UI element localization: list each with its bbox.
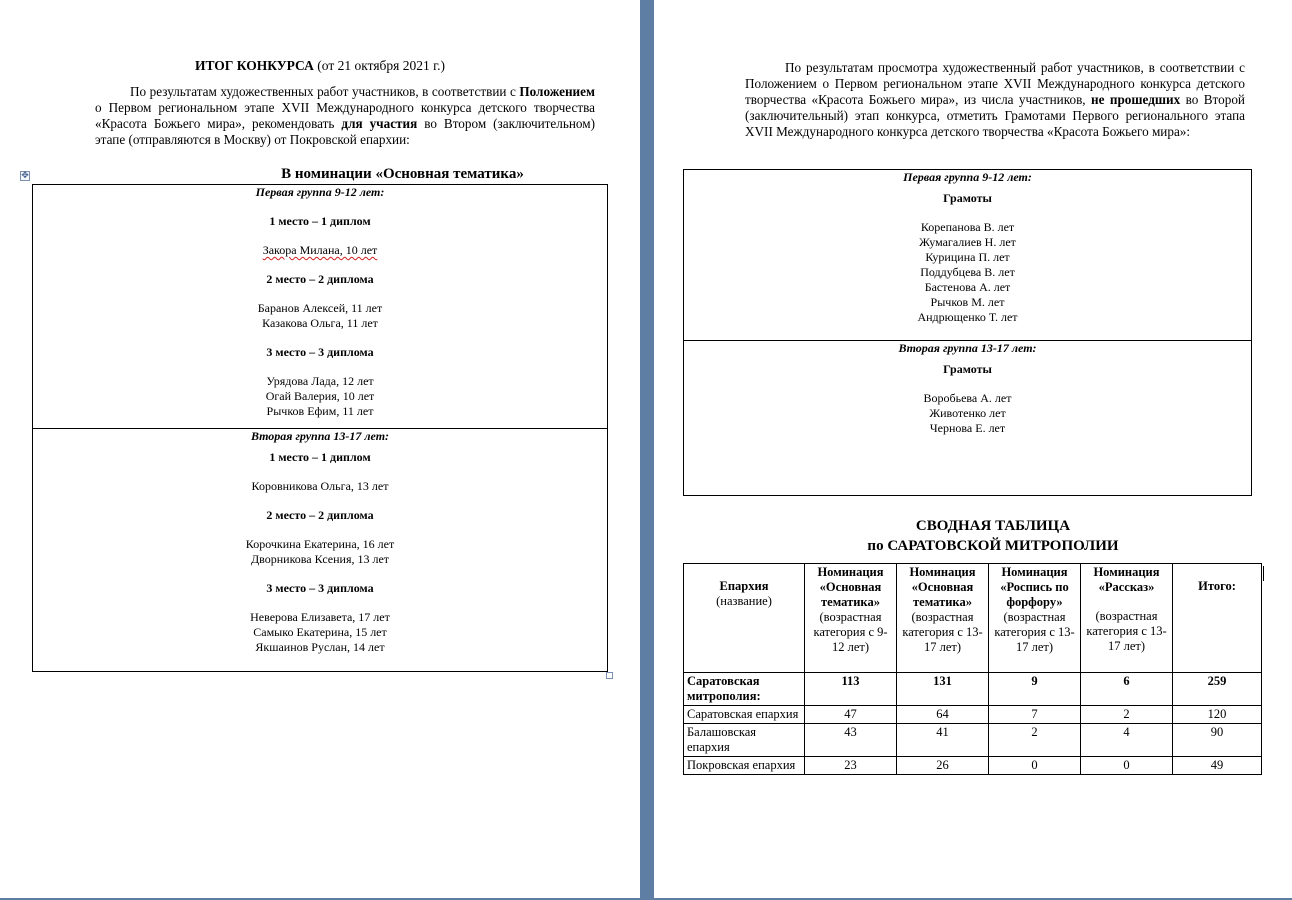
value-cell[interactable]: 47 [805,706,897,724]
awards-group1-title: Грамоты [943,191,992,205]
value-cell[interactable]: 259 [1173,673,1262,706]
group1-label: Первая группа 9-12 лет: [255,185,385,199]
value-cell[interactable]: 131 [897,673,989,706]
right-intro-paragraph[interactable]: По результатам просмотра художественный работ участников, в соответствии с Положением о Первом региональном этапе XVII Международного конкурса детского творчества «Красота Божьего мира», из числа участников, не прошедших во Второй (заключительный) этап конкурса, отметить Грамотами Первого регионального этапа XVII Международного конкурса детского творчества «Красота Божьего мира»: [745,60,1245,139]
header-cell[interactable]: Номинация «Роспись по форфору» (возрастная категория с 13-17 лет) [989,564,1081,673]
row-name-cell[interactable]: Балашовская епархия [684,724,805,757]
group1-cell[interactable] [32,184,608,429]
group1-place3-names [33,374,607,419]
award-name: Корепанова В. лет [920,220,1015,234]
value-cell[interactable]: 90 [1173,724,1262,757]
summary-title: СВОДНАЯ ТАБЛИЦА по САРАТОВСКОЙ МИТРОПОЛИИ [867,518,1119,554]
value-cell[interactable]: 26 [897,757,989,775]
value-cell[interactable]: 9 [989,673,1081,706]
result-title: ИТОГ КОНКУРСА (от 21 октября 2021 г.) [194,58,446,73]
award-name: Бастенова А. лет [924,280,1011,294]
winner-name: Баранов Алексей, 11 лет [257,301,383,315]
winner-name: Огай Валерия, 10 лет [265,389,375,403]
awards-group2-names [684,391,1251,436]
row-name-cell[interactable]: Покровская епархия [684,757,805,775]
group2-place3: 3 место – 3 диплома [266,581,374,595]
winner-name: Закора Милана, 10 лет [262,243,378,257]
value-cell[interactable]: 49 [1173,757,1262,775]
table-resize-handle[interactable] [606,672,613,679]
group1-place2: 2 место – 2 диплома [266,272,374,286]
text-cursor [1263,566,1264,581]
group2-place1: 1 место – 1 диплом [269,450,371,464]
group2-place1-names [33,479,607,494]
award-name: Курицина П. лет [925,250,1010,264]
awards-group1-cell[interactable] [683,169,1252,341]
award-name: Воробьева А. лет [923,391,1012,405]
value-cell[interactable]: 0 [1081,757,1173,775]
winner-name: Коровникова Ольга, 13 лет [251,479,389,493]
group2-place2-names [33,537,607,567]
value-cell[interactable]: 41 [897,724,989,757]
value-cell[interactable]: 0 [989,757,1081,775]
awards-group2-cell[interactable] [683,340,1252,496]
header-cell[interactable]: Номинация «Основная тематика» (возрастная категория с 13-17 лет) [897,564,989,673]
group1-place3: 3 место – 3 диплома [266,345,374,359]
table-row [684,724,1262,757]
award-name: Чернова Е. лет [929,421,1006,435]
row-name-cell[interactable]: Саратовская епархия [684,706,805,724]
nomination-title: В номинации «Основная тематика» [281,166,524,182]
value-cell[interactable]: 43 [805,724,897,757]
winner-name: Корочкина Екатерина, 16 лет [245,537,395,551]
value-cell[interactable]: 23 [805,757,897,775]
table-row [684,757,1262,775]
row-name-cell[interactable]: Саратовская митрополия: [684,673,805,706]
winner-name: Рычков Ефим, 11 лет [266,404,374,418]
group1-place1: 1 место – 1 диплом [269,214,371,228]
document-page-left [0,0,640,898]
awards-group2-title: Грамоты [943,362,992,376]
award-name: Животенко лет [929,406,1006,420]
value-cell[interactable]: 113 [805,673,897,706]
summary-header-row [684,564,1262,673]
group2-cell[interactable] [32,428,608,672]
group1-place2-names [33,301,607,331]
value-cell[interactable]: 2 [989,724,1081,757]
header-cell[interactable]: Итого: [1173,564,1262,673]
header-cell[interactable]: Номинация «Рассказ» (возрастная категория с 13-17 лет) [1081,564,1173,673]
summary-table [683,563,1262,775]
table-row [684,673,1262,706]
value-cell[interactable]: 120 [1173,706,1262,724]
group2-label: Вторая группа 13-17 лет: [250,429,390,443]
winner-name: Неверова Елизавета, 17 лет [250,610,390,624]
winner-name: Дворникова Ксения, 13 лет [250,552,390,566]
winner-name: Якшаинов Руслан, 14 лет [255,640,385,654]
value-cell[interactable]: 64 [897,706,989,724]
value-cell[interactable]: 2 [1081,706,1173,724]
group1-place1-names [33,243,607,258]
value-cell[interactable]: 4 [1081,724,1173,757]
awards-group2-label: Вторая группа 13-17 лет: [898,341,1037,355]
awards-group1-names [684,220,1251,325]
winner-name: Самыко Екатерина, 15 лет [253,625,387,639]
left-intro-paragraph[interactable]: По результатам художественных работ участников, в соответствии с Положением о Первом региональном этапе XVII Международного конкурса детского творчества «Красота Божьего мира», рекомендовать для участия во Втором (заключительном) этапе (отправляются в Москву) от Покровской епархии: [95,84,595,147]
group2-place2: 2 место – 2 диплома [266,508,374,522]
table-row [684,706,1262,724]
winner-name: Урядова Лада, 12 лет [266,374,374,388]
award-name: Поддубцева В. лет [920,265,1015,279]
award-name: Жумагалиев Н. лет [919,235,1016,249]
winner-name: Казакова Ольга, 11 лет [262,316,378,330]
header-cell[interactable]: Епархия (название) [684,564,805,673]
award-name: Рычков М. лет [930,295,1005,309]
group2-place3-names [33,610,607,655]
table-move-handle-icon[interactable]: ✥ [21,171,29,181]
value-cell[interactable]: 6 [1081,673,1173,706]
header-cell[interactable]: Номинация «Основная тематика» (возрастная категория с 9-12 лет) [805,564,897,673]
value-cell[interactable]: 7 [989,706,1081,724]
awards-group1-label: Первая группа 9-12 лет: [903,170,1032,184]
award-name: Андрющенко Т. лет [917,310,1018,324]
